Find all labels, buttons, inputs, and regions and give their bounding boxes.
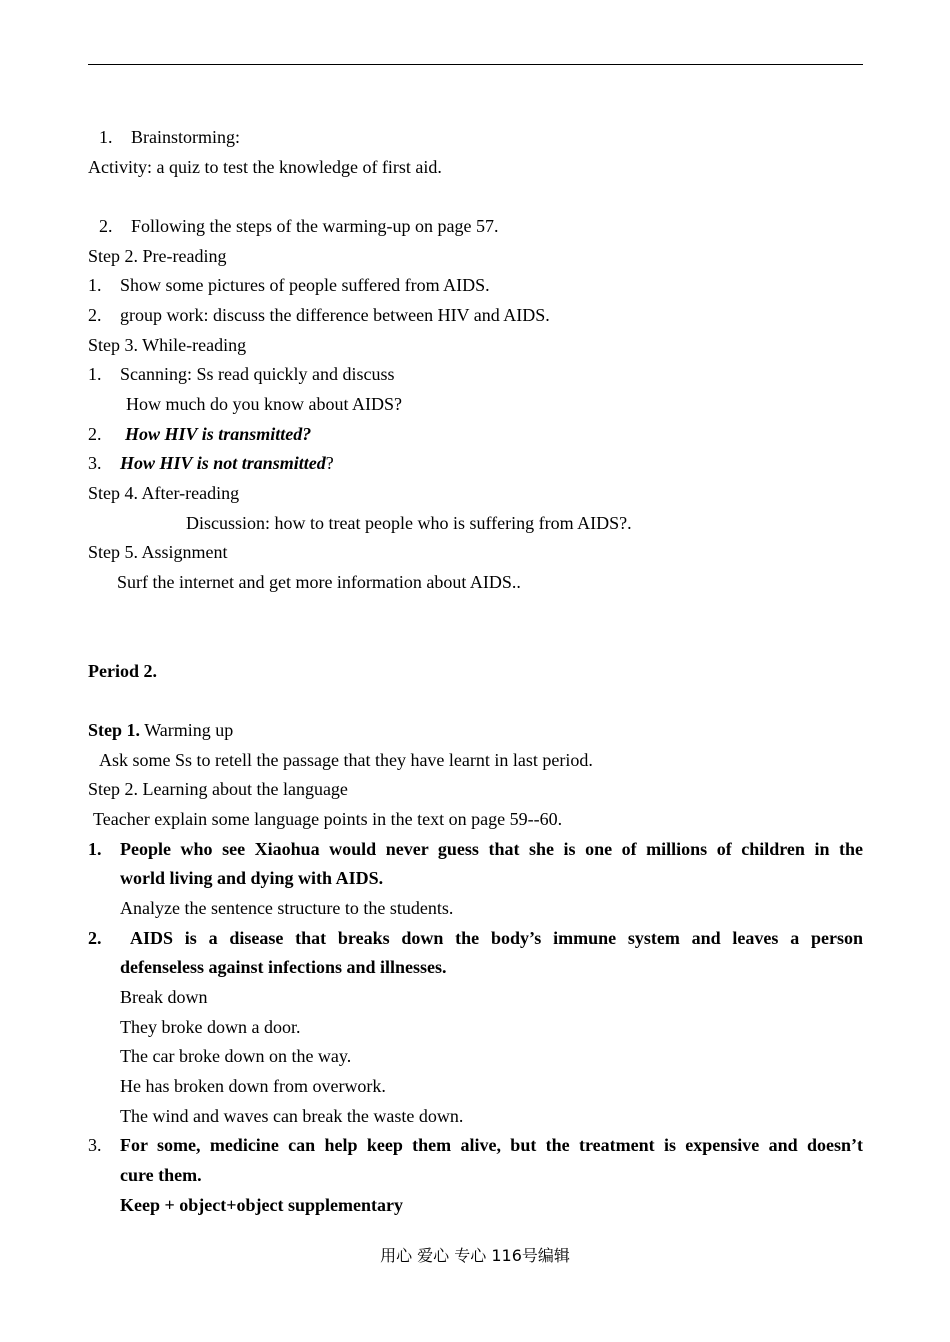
point3-line1: For some, medicine can help keep them alive, but the treatment is expensive and doesn’t — [120, 1135, 863, 1155]
list-text: Show some pictures of people suffered from AIDS. — [120, 275, 490, 295]
list-item — [88, 274, 490, 296]
step5-text: Surf the internet and get more information about AIDS.. — [117, 572, 521, 592]
step3-title: Step 3. While-reading — [88, 335, 247, 355]
list-number: 1. — [88, 364, 102, 384]
list-number: 2. — [99, 216, 113, 236]
point1-note: Analyze the sentence structure to the students. — [120, 898, 454, 918]
p2-step2-desc: Teacher explain some language points in the text on page 59--60. — [93, 809, 563, 829]
point1-line2: world living and dying with AIDS. — [120, 868, 384, 888]
list-text: How HIV is transmitted? — [125, 424, 312, 444]
p2-step1-desc: Ask some Ss to retell the passage that they have learnt in last period. — [99, 750, 593, 770]
header-rule — [88, 64, 863, 65]
point3-number: 3. — [88, 1135, 102, 1155]
period2-title: Period 2. — [88, 661, 157, 681]
step5-title: Step 5. Assignment — [88, 542, 228, 562]
list-number: 1. — [88, 275, 102, 295]
list-text: How HIV is not transmitted — [120, 453, 326, 473]
list-text: Brainstorming: — [131, 127, 240, 147]
point1-number: 1. — [88, 839, 102, 859]
list-number: 2. — [88, 305, 102, 325]
example-line: Break down — [120, 987, 208, 1007]
step4-discussion: Discussion: how to treat people who is suffering from AIDS?. — [186, 513, 632, 533]
list-number: 2. — [88, 424, 102, 444]
list-item — [88, 304, 550, 326]
list-number: 1. — [99, 127, 113, 147]
point2-number: 2. — [88, 928, 102, 948]
point3-line2: cure them. — [120, 1165, 202, 1185]
activity-text: Activity: a quiz to test the knowledge of first aid. — [88, 157, 442, 177]
example-line: He has broken down from overwork. — [120, 1076, 386, 1096]
list-text: Scanning: Ss read quickly and discuss — [120, 364, 395, 384]
list-text: group work: discuss the difference between HIV and AIDS. — [120, 305, 550, 325]
example-line: The wind and waves can break the waste down. — [120, 1106, 464, 1126]
step3-subquestion: How much do you know about AIDS? — [126, 394, 402, 414]
step4-title: Step 4. After-reading — [88, 483, 240, 503]
following-item — [99, 215, 498, 237]
p2-step1-text: Warming up — [140, 720, 234, 740]
list-item — [88, 363, 394, 385]
page-footer: 用心 爱心 专心 116号编辑 — [380, 1246, 570, 1265]
example-line: The car broke down on the way. — [120, 1046, 352, 1066]
list-text: Following the steps of the warming-up on page 57. — [131, 216, 499, 236]
example-line: They broke down a door. — [120, 1017, 301, 1037]
p2-step1-label: Step 1. — [88, 720, 141, 740]
point3-pattern: Keep + object+object supplementary — [120, 1195, 403, 1215]
point2-line2: defenseless against infections and illnesses. — [120, 957, 447, 977]
point1-line1: People who see Xiaohua would never guess that she is one of millions of children in the — [120, 839, 863, 859]
p2-step2-title: Step 2. Learning about the language — [88, 779, 348, 799]
list-item — [88, 452, 334, 474]
list-number: 3. — [88, 453, 102, 473]
brainstorm-item — [99, 126, 240, 148]
list-item — [88, 423, 311, 445]
list-text-tail: ? — [325, 453, 334, 473]
step2-title: Step 2. Pre-reading — [88, 246, 227, 266]
point2-line1: AIDS is a disease that breaks down the body’s immune system and leaves a person — [130, 928, 863, 948]
p2-step1 — [88, 719, 233, 741]
